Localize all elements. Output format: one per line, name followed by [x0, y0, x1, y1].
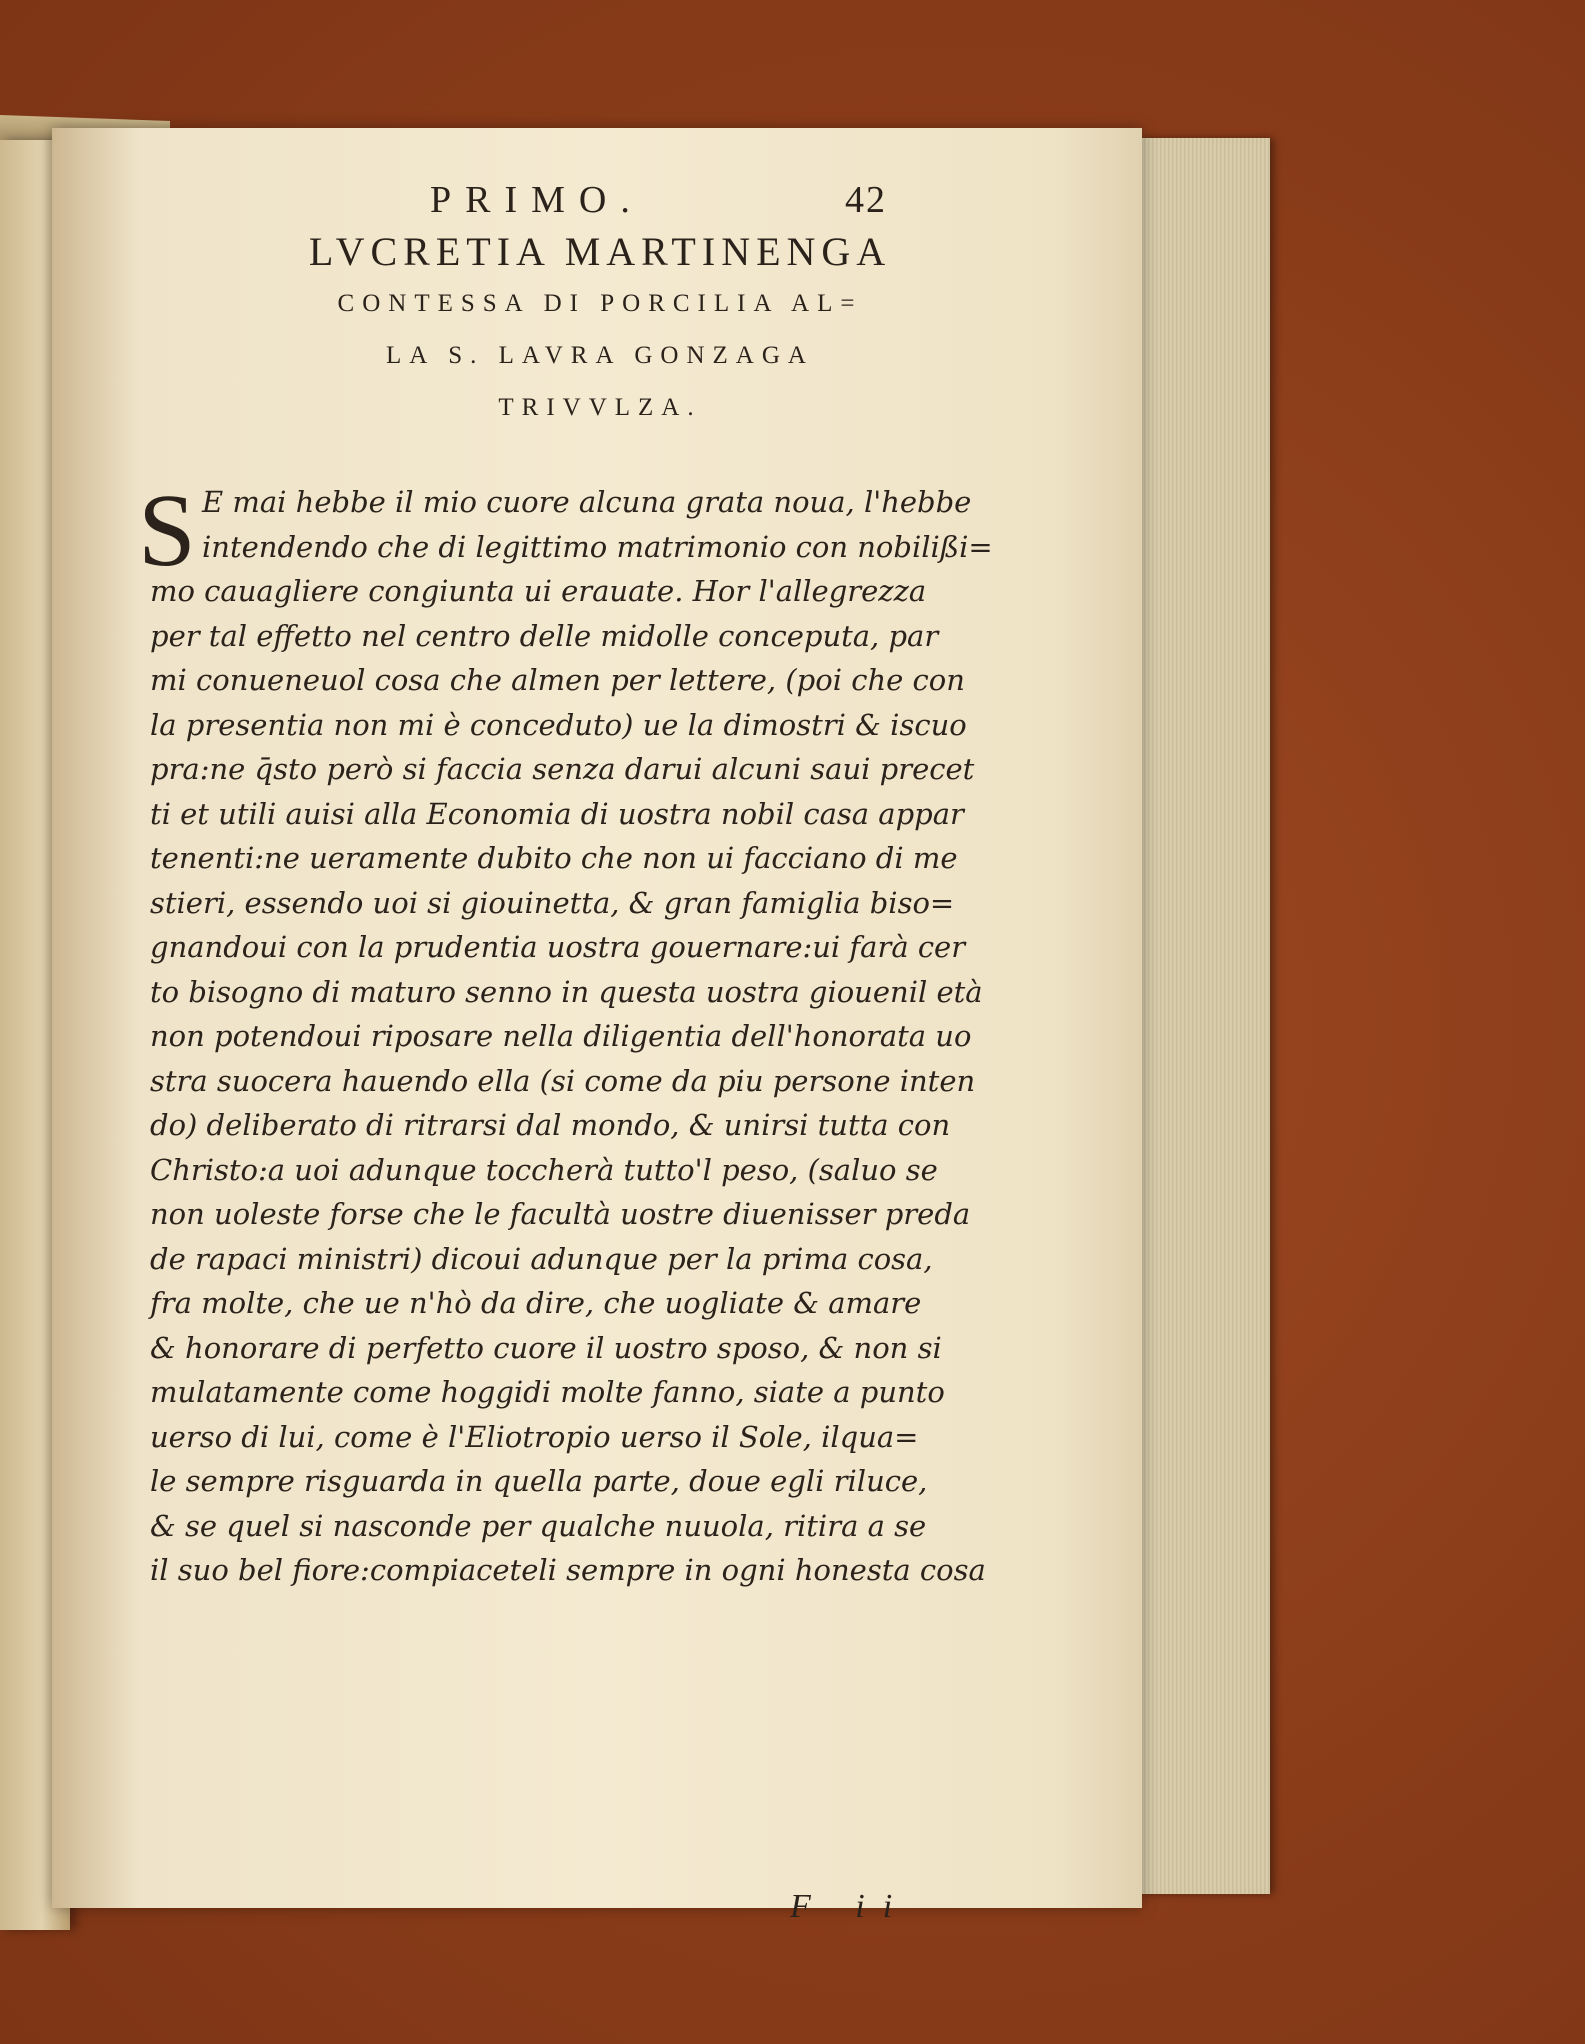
page-stack	[1138, 138, 1270, 1894]
text-line: ti et utili auisi alla Economia di uostra nobil casa appar	[150, 796, 964, 831]
text-line: de rapaci ministri) dicoui adunque per la prima cosa,	[150, 1241, 933, 1276]
heading-line-1: LVCRETIA MARTINENGA	[308, 229, 892, 274]
letter-body	[150, 480, 1030, 1593]
text-line: stra suocera hauendo ella (si come da piu persone inten	[150, 1063, 976, 1098]
text-line: do) deliberato di ritrarsi dal mondo, & unirsi tutta con	[150, 1108, 951, 1142]
heading-line-2: CONTESSA DI PORCILIA AL=	[337, 290, 863, 317]
text-line: il suo bel fiore:compiaceteli sempre in ogni honesta cosa	[150, 1553, 986, 1587]
text-line: le sempre risguarda in quella parte, doue egli riluce,	[150, 1464, 928, 1498]
text-line: stieri, essendo uoi si giouinetta, & gran famiglia biso=	[150, 885, 955, 920]
text-line: gnandoui con la prudentia uostra gouernare:ui farà cer	[150, 930, 966, 964]
signature-text: F ii	[790, 1888, 911, 1925]
text-line: pra:ne q̄sto però si faccia senza darui alcuni saui precet	[150, 752, 975, 786]
text-line: & se quel si nasconde per qualche nuuola, ritira a se	[150, 1508, 927, 1543]
text-line: Christo:a uoi adunque toccherà tutto'l peso, (saluo se	[150, 1152, 938, 1187]
text-line: mulatamente come hoggidi molte fanno, siate a punto	[150, 1375, 945, 1409]
text-line: tenenti:ne ueramente dubito che non ui facciano di me	[150, 841, 958, 875]
text-line: intendendo che di legittimo matrimonio con nobilißi=	[202, 529, 993, 564]
text-line: mo cauagliere congiunta ui erauate. Hor l'allegrezza	[150, 574, 927, 608]
text-line: non uoleste forse che le facultà uostre diuenisser preda	[150, 1197, 971, 1231]
heading-line-4: TRIVVLZA.	[498, 394, 702, 421]
heading-line-3: LA S. LAVRA GONZAGA	[386, 342, 814, 369]
text-line: to bisogno di maturo senno in questa uostra giouenil età	[150, 974, 983, 1009]
folio-number: 42	[845, 179, 887, 221]
text-line: & honorare di perfetto cuore il uostro sposo, & non si	[150, 1330, 942, 1365]
letter-heading	[150, 226, 1050, 434]
text-line: non potendoui riposare nella diligentia dell'honorata uo	[150, 1019, 972, 1053]
running-title: PRIMO.	[430, 179, 644, 221]
text-line: la presentia non mi è conceduto) ue la dimostri & iscuo	[150, 707, 967, 742]
text-line: E mai hebbe il mio cuore alcuna grata noua, l'hebbe	[202, 485, 972, 519]
signature-mark	[790, 1888, 910, 1926]
text-line: uerso di lui, come è l'Eliotropio uerso il Sole, ilqua=	[150, 1419, 919, 1454]
text-line: fra molte, che ue n'hò da dire, che uogliate & amare	[150, 1286, 922, 1320]
text-line: per tal effetto nel centro delle midolle conceputa, par	[150, 618, 939, 653]
text-line: mi conueneuol cosa che almen per lettere, (poi che con	[150, 663, 965, 697]
drop-capital: S	[138, 473, 196, 588]
